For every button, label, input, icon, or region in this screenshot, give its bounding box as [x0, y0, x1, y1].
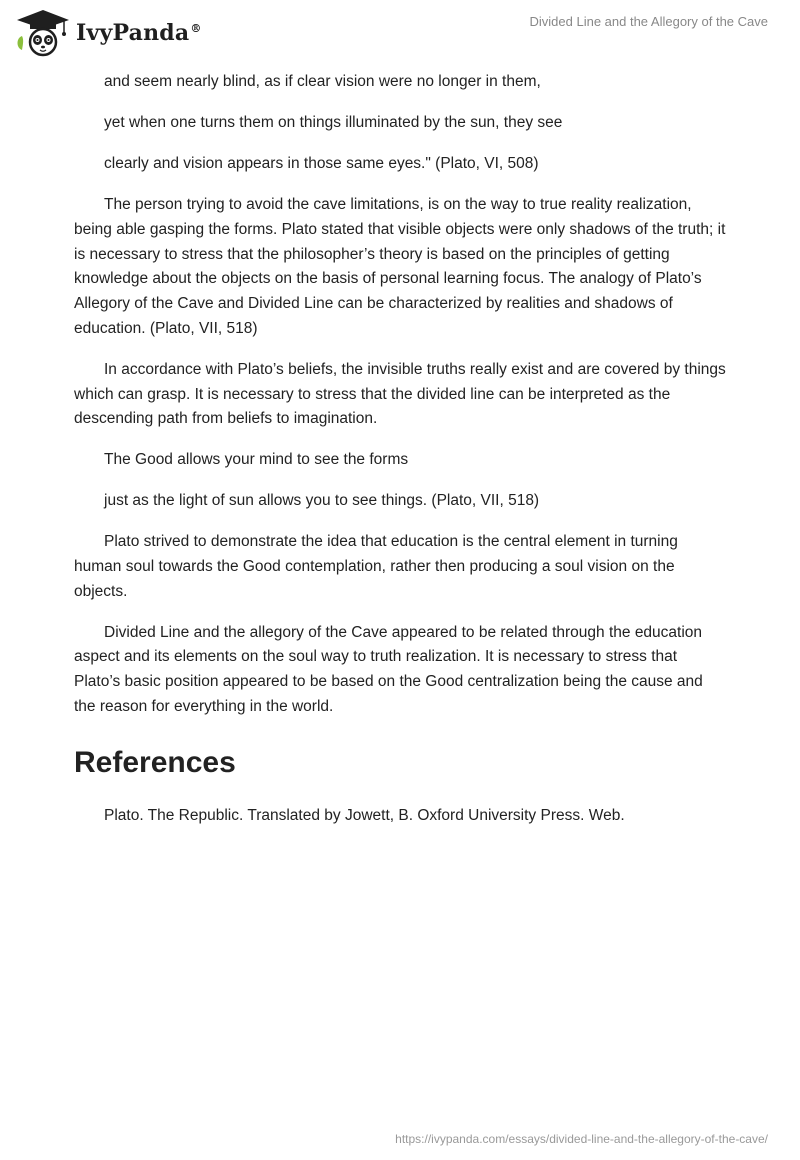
registered-mark: ®: [190, 21, 202, 35]
brand-name: IvyPanda®: [76, 20, 202, 46]
block-quote-line: yet when one turns them on things illuminated by the sun, they see: [104, 114, 563, 131]
body-paragraph: The person trying to avoid the cave limitations, is on the way to true reality realization, being able gasping the forms. Plato stated that visible objects were only shadows of the truth; it is necessary to stress that the philosopher’s theory is based on the principles of getting knowledge about the objects on the basis of personal learning focus. The analogy of Plato’s Allegory of the Cave and Divided Line can be characterized by realities and shadows of education. (Plato, VII, 518): [74, 196, 726, 337]
reference-item: Plato. The Republic. Translated by Jowett, B. Oxford University Press. Web.: [104, 806, 625, 824]
references-heading: References: [74, 745, 236, 779]
panda-graduate-icon: [14, 8, 72, 58]
body-paragraph: In accordance with Plato’s beliefs, the invisible truths really exist and are covered by things which can grasp. It is necessary to stress that the divided line can be interpreted as the descending path from beliefs to imagination.: [74, 360, 726, 428]
block-quote-line: The Good allows your mind to see the forms: [104, 451, 409, 469]
block-quote-line: just as the light of sun allows you to see things. (Plato, VII, 518): [104, 492, 540, 510]
body-paragraph: Plato strived to demonstrate the idea that education is the central element in turning human soul towards the Good contemplation, rather then producing a soul vision on the objects.: [74, 533, 678, 600]
body-paragraph: Divided Line and the allegory of the Cave appeared to be related through the education aspect and its elements on the soul way to truth realization. It is necessary to stress that Plato’s basic position appeared to be based on the Good centralization being the cause and the reason for everything in the world.: [74, 623, 703, 715]
essay-body: [74, 70, 726, 828]
page-header: [0, 0, 800, 64]
running-title: Divided Line and the Allegory of the Cave: [529, 14, 768, 29]
block-quote-line: and seem nearly blind, as if clear vision were no longer in them,: [104, 73, 541, 90]
source-url-link[interactable]: https://ivypanda.com/essays/divided-line-and-the-allegory-of-the-cave/: [395, 1132, 768, 1146]
block-quote-line: clearly and vision appears in those same eyes." (Plato, VI, 508): [104, 155, 539, 172]
ivypanda-logo[interactable]: [14, 8, 202, 58]
